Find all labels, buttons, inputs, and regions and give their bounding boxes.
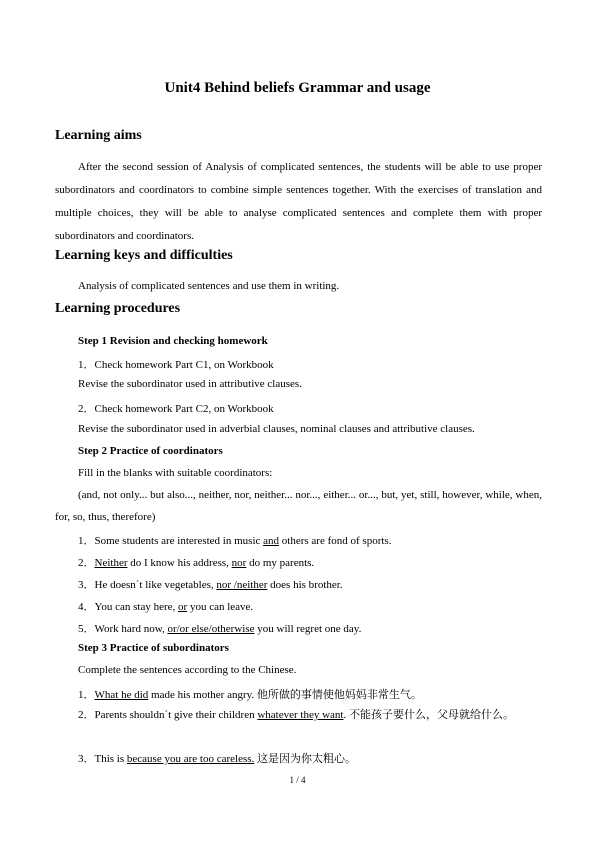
step1-heading: Step 1 Revision and checking homework bbox=[78, 335, 268, 347]
step1-item1: 1．Check homework Part C1, on Workbook bbox=[78, 359, 274, 371]
answer-blank: nor /neither bbox=[216, 579, 268, 591]
learning-keys-text: Analysis of complicated sentences and use them in writing. bbox=[78, 280, 340, 292]
page-number: 1 / 4 bbox=[289, 775, 306, 785]
step1-item1-note: Revise the subordinator used in attributive clauses. bbox=[78, 378, 302, 390]
learning-aims-text: After the second session of Analysis of complicated sentences, the students will be able to use proper subordinators and coordinators to combine simple sentences together. With the exercises of translation and multiple choices, they will be able to analyse complicated sentences and complete them with proper subordinators and coordinators. bbox=[55, 161, 542, 242]
step1-item2: 2．Check homework Part C2, on Workbook bbox=[78, 403, 274, 415]
step2-instruction: Fill in the blanks with suitable coordinators: bbox=[78, 467, 273, 479]
learning-keys-heading: Learning keys and difficulties bbox=[55, 248, 233, 263]
step2-options: (and, not only... but also..., neither, nor, neither... nor..., either... or..., but, yet, still, however, while, when, for, so, thus, therefore) bbox=[55, 489, 542, 523]
answer-blank: or/or else/otherwise bbox=[167, 623, 255, 635]
step3-instruction: Complete the sentences according to the Chinese. bbox=[78, 664, 297, 676]
step3-heading: Step 3 Practice of subordinators bbox=[78, 642, 229, 654]
step3-sentence-2: 2．Parents shouldn´t give their children whatever they want. 不能孩子要什么，父母就给什么。 bbox=[78, 709, 514, 721]
step2-sentence-2: 2．Neither do I know his address, nor do my parents. bbox=[78, 557, 315, 569]
step3-sentence-1: 1．What he did made his mother angry. 他所做的事情使他妈妈非常生气。 bbox=[78, 689, 422, 701]
answer-blank: nor bbox=[231, 557, 247, 569]
step2-heading: Step 2 Practice of coordinators bbox=[78, 445, 223, 457]
step2-sentence-4: 4．You can stay here, or you can leave. bbox=[78, 601, 254, 613]
step2-sentence-3: 3．He doesn´t like vegetables, nor /neither does his brother. bbox=[78, 579, 343, 591]
step3-sentence-3: 3．This is because you are too careless. 这是因为你太粗心。 bbox=[78, 753, 357, 765]
step1-item2-note: Revise the subordinator used in adverbial clauses, nominal clauses and attributive clauses. bbox=[78, 423, 475, 435]
step2-sentence-5: 5．Work hard now, or/or else/otherwise you will regret one day. bbox=[78, 623, 362, 635]
page-title: Unit4 Behind beliefs Grammar and usage bbox=[164, 80, 431, 96]
step2-sentence-1: 1．Some students are interested in music and others are fond of sports. bbox=[78, 535, 392, 547]
learning-aims-heading: Learning aims bbox=[55, 128, 142, 143]
answer-blank: whatever they want bbox=[257, 709, 344, 721]
answer-blank: What he did bbox=[94, 689, 149, 701]
answer-blank: and bbox=[263, 535, 280, 547]
answer-blank: because you are too careless. bbox=[126, 753, 255, 765]
learning-procedures-heading: Learning procedures bbox=[55, 301, 181, 316]
answer-blank: or bbox=[178, 601, 188, 613]
answer-blank: Neither bbox=[94, 557, 128, 569]
